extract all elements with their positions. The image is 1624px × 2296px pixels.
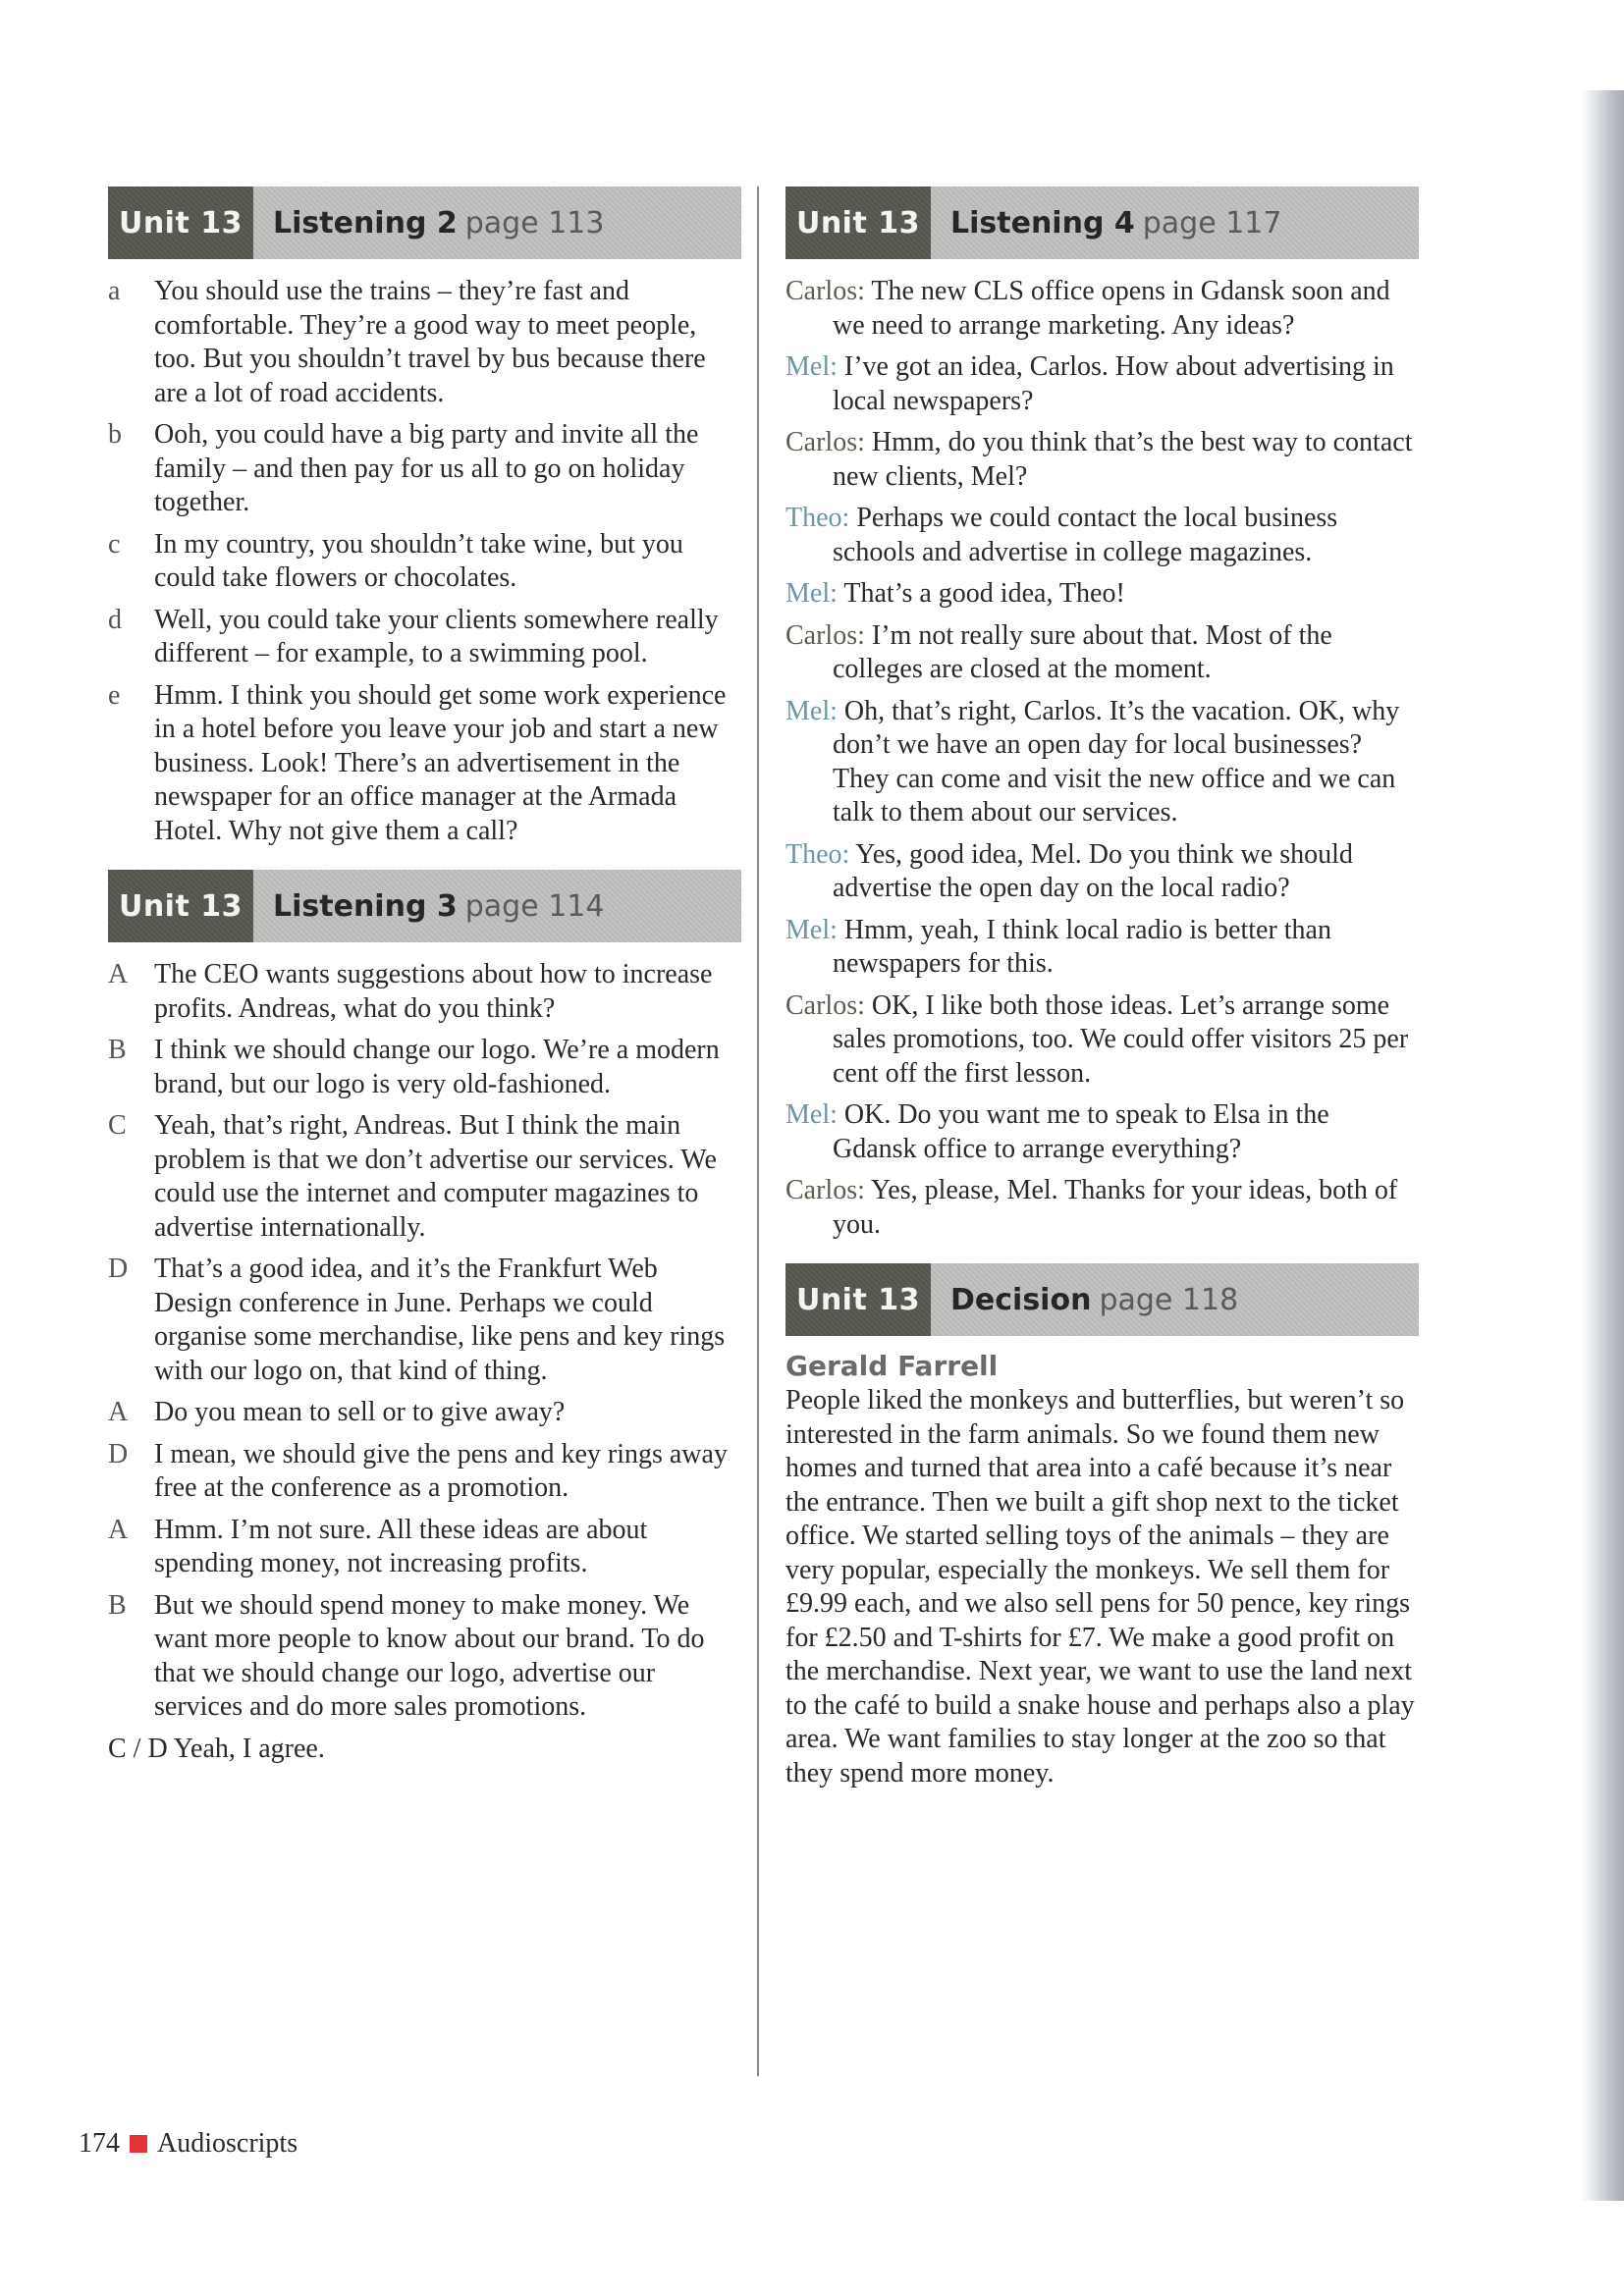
item-key: e [108,679,121,711]
right-column [785,187,1419,1790]
item-text: I think we should change our logo. We’re a modern brand, but our logo is very old-fashioned. [154,1035,720,1099]
item-key: B [108,1589,127,1621]
unit-label: Unit 13 [108,870,253,942]
item-key: c [108,528,121,560]
decision-paragraph: People liked the monkeys and butterflies, but weren’t so interested in the farm animals. So we found them new homes and turned that area into a café because it’s near the entrance. Then we built a gift shop next to the ticket office. We started selling toys of the animals – they are very popular, especially the monkeys. We sell them for £9.99 each, and we also sell pens for 50 pence, key rings for £2.50 and T-shirts for £7. We make a good profit on the merchandise. Next year, we want to use the land next to the café to build a snake house and perhaps also a play area. We want families to stay longer at the zoo so that they spend more money. [785,1385,1415,1789]
speaker-name: Carlos: [785,1175,865,1205]
listening-3-items [108,958,741,1725]
section-title [950,206,1281,240]
item-text: Hmm. I’m not sure. All these ideas are about spending money, not increasing profits. [154,1514,648,1578]
section-page: page 118 [1099,1282,1239,1317]
dialogue-text: Oh, that’s right, Carlos. It’s the vacation. OK, why don’t we have an open day for local businesses? They can come and visit the new office and we can talk to them about our services. [833,695,1400,828]
item-key: a [108,276,121,306]
dialogue-line [785,577,1419,612]
item-key: b [108,419,122,450]
item-key: D [108,1438,129,1469]
dialogue-text: The new CLS office opens in Gdansk soon and we need to arrange marketing. Any ideas? [833,276,1390,341]
speaker-name: Mel: [785,351,838,382]
item-text: But we should spend money to make money. We want more people to know about our brand. To do that we should change our logo, advertise our services and do more sales promotions. [154,1589,705,1722]
dialogue-text: I’m not really sure about that. Most of the colleges are closed at the moment. [833,619,1332,684]
dialogue-text: I’ve got an idea, Carlos. How about advertising in local newspapers? [833,351,1394,416]
item-key: B [108,1035,127,1065]
red-square-icon [130,2135,147,2153]
item-key: D [108,1254,129,1284]
dialogue-line [785,989,1419,1092]
list-item [108,958,741,1026]
section-header-listening-3 [108,870,741,942]
unit-label: Unit 13 [785,187,931,259]
listening-2-items [108,275,741,848]
section-header-listening-4 [785,187,1419,259]
dialogue-text: OK. Do you want me to speak to Elsa in the Gdansk office to arrange everything? [833,1099,1329,1164]
page-number: 174 [79,2128,120,2159]
speaker-name: Mel: [785,914,838,945]
section-page: page 113 [464,205,605,240]
section-title [273,206,604,240]
item-key: A [108,1514,129,1545]
speaker-name: Theo: [785,838,850,870]
speaker-name: Carlos: [785,427,865,457]
dialogue-line [785,275,1419,343]
list-item [108,1253,741,1388]
item-text: That’s a good idea, and it’s the Frankfurt Web Design conference in June. Perhaps we could organise some merchandise, like pens and key rings with our logo on, that kind of thing. [154,1254,726,1386]
item-text: In my country, you shouldn’t take wine, but you could take flowers or chocolates. [154,528,683,593]
page-footer [79,2128,298,2160]
item-key: A [108,959,129,989]
item-key: d [108,604,122,635]
dialogue-line [785,838,1419,906]
section-name: Listening 3 [273,888,458,924]
dialogue-line [785,426,1419,494]
item-text: Yeah, that’s right, Andreas. But I think the main problem is that we don’t advertise our services. We could use the internet and computer magazines to advertise internationally. [154,1110,717,1243]
item-text: You should use the trains – they’re fast and comfortable. They’re a good way to meet people, too. But you shouldn’t travel by bus because there are a lot of road accidents. [154,276,706,408]
item-text: I mean, we should give the pens and key rings away free at the conference as a promotion. [154,1438,728,1503]
section-title [950,1283,1238,1317]
dialogue-line [785,502,1419,569]
dialogue-line [785,695,1419,830]
list-item [108,528,741,596]
speaker-name: Carlos: [785,619,865,651]
list-item [108,1034,741,1101]
item-key: C [108,1110,127,1141]
listening-4-dialogue [785,275,1419,1242]
section-page: page 117 [1142,205,1282,240]
decision-subheading: Gerald Farrell [785,1350,999,1382]
dialogue-text: Yes, please, Mel. Thanks for your ideas, both of you. [833,1175,1398,1240]
listening-3-last-line: C / D Yeah, I agree. [108,1733,325,1764]
speaker-name: Mel: [785,578,838,609]
left-column [108,187,741,1766]
item-text: Well, you could take your clients somewhere really different – for example, to a swimming pool. [154,604,719,668]
speaker-name: Carlos: [785,989,865,1021]
dialogue-line [785,350,1419,418]
list-item [108,604,741,671]
dialogue-text: Perhaps we could contact the local business schools and advertise in college magazines. [833,503,1338,567]
speaker-name: Theo: [785,503,850,533]
dialogue-text: Hmm, yeah, I think local radio is better than newspapers for this. [833,914,1331,979]
dialogue-line [785,1098,1419,1166]
dialogue-text: That’s a good idea, Theo! [843,578,1125,609]
footer-label: Audioscripts [157,2128,298,2159]
section-page: page 114 [464,888,605,924]
list-item [108,1514,741,1581]
list-item [108,1109,741,1245]
item-text: The CEO wants suggestions about how to increase profits. Andreas, what do you think? [154,959,713,1024]
unit-label: Unit 13 [108,187,253,259]
column-divider [757,187,759,2076]
list-item [108,418,741,520]
dialogue-line [785,619,1419,687]
section-name: Listening 2 [273,205,458,240]
item-text: Ooh, you could have a big party and invite all the family – and then pay for us all to go on holiday together. [154,419,699,517]
dialogue-text: Yes, good idea, Mel. Do you think we should advertise the open day on the local radio? [833,838,1353,903]
section-header-decision [785,1263,1419,1336]
section-title [273,889,604,924]
item-text: Hmm. I think you should get some work experience in a hotel before you leave your job and start a new business. Look! There’s an advertisement in the newspaper for an office manager at the Armada Hotel. Why not give them a call? [154,679,727,846]
list-item [108,1438,741,1506]
speaker-name: Carlos: [785,276,865,306]
speaker-name: Mel: [785,695,838,726]
dialogue-text: Hmm, do you think that’s the best way to contact new clients, Mel? [833,427,1413,492]
dialogue-text: OK, I like both those ideas. Let’s arrange some sales promotions, too. We could offer visitors 25 per cent off the first lesson. [833,989,1409,1089]
page-edge-shadow [1581,90,1624,2201]
section-name: Decision [950,1282,1092,1317]
unit-label: Unit 13 [785,1263,931,1336]
item-text: Do you mean to sell or to give away? [154,1397,566,1427]
section-header-listening-2 [108,187,741,259]
list-item [108,679,741,849]
section-name: Listening 4 [950,205,1135,240]
list-item [108,275,741,410]
speaker-name: Mel: [785,1099,838,1130]
list-item [108,1589,741,1725]
dialogue-line [785,914,1419,982]
list-item [108,1396,741,1430]
item-key: A [108,1397,129,1427]
dialogue-line [785,1174,1419,1242]
